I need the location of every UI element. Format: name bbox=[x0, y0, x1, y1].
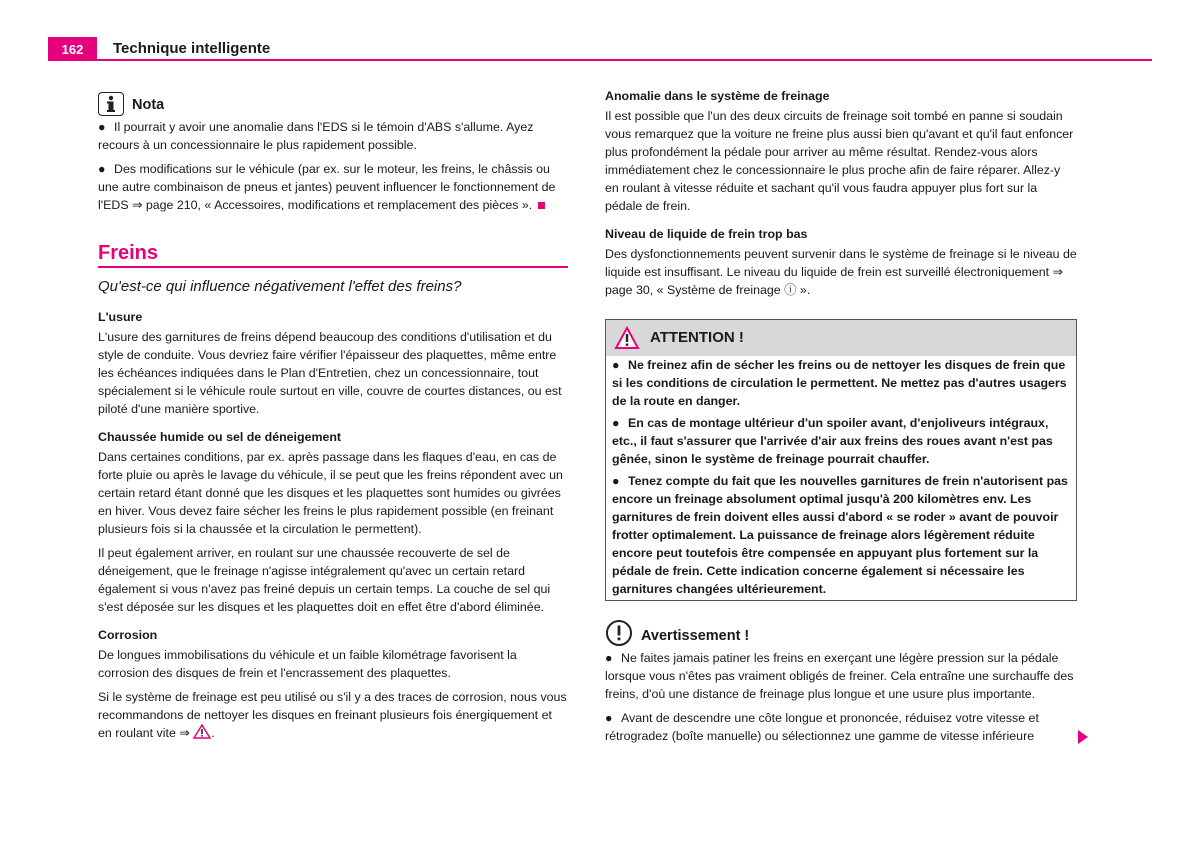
attention-body bbox=[606, 356, 1076, 598]
corrosion-text-1: De longues immobilisations du véhicule et un faible kilométrage favorisent la corrosion des disques de frein et l'encrassement des plaquettes. bbox=[98, 647, 517, 680]
avertissement-header bbox=[605, 619, 1077, 647]
page-number: 162 bbox=[48, 37, 97, 61]
chaussee-text-1: Dans certaines conditions, par ex. après passage dans les flaques d'eau, en cas de forte pluie ou après le lavage du véhicule, il se peut que les freins répondent avec un certain retard étant donné que les disques et les plaquettes sont humides ou givrées en hiver. Vous devez faire sécher les freins le plus rapidement possible (en freinant plusieurs fois si la chaussée et la circulation le permettent). bbox=[98, 449, 563, 536]
warning-triangle-icon bbox=[614, 326, 640, 350]
attention-box bbox=[605, 319, 1077, 601]
usure-text: L'usure des garnitures de freins dépend beaucoup des conditions d'utilisation et du style de conduite. Vous devriez faire vérifier l'épaisseur des plaquettes, même entre les échéances indiquées dans le Plan d'Entretien, chez un concessionnaire, tout spécialement si le véhicule roule surtout en ville, couvre de courtes distances, ou est piloté d'une manière sportive. bbox=[98, 329, 562, 416]
corrosion-heading: Corrosion bbox=[98, 627, 158, 642]
avertissement-bullet-2: ● Avant de descendre une côte longue et prononcée, réduisez votre vitesse et rétrogradez (boîte manuelle) ou sélectionnez une gamme de vitesse inférieure bbox=[605, 711, 1039, 743]
anomalie-text: Il est possible que l'un des deux circuits de freinage soit tombé en panne si soudain vous remarquez que la voiture ne freine plus aussi bien qu'avant et qu'il faut enfoncer plus profondément la pédale pour arriver au même résultat. Rendez-vous alors immédiatement chez le concessionnaire le plus proche afin de faire réparer. Allez-y en roulant à vitesse réduite et sachant qu'il vous faudra appuyer plus fort sur la pédale de frein. bbox=[605, 109, 1074, 213]
avertissement-title: Avertissement ! bbox=[641, 628, 750, 644]
section-title: Technique intelligente bbox=[113, 40, 271, 57]
attention-bullet-1: ● Ne freinez afin de sécher les freins ou de nettoyer les disques de frein que si les conditions de circulation le permettent. Ne mettez pas d'autres usagers de la route en danger. bbox=[612, 358, 1067, 408]
corrosion-text-2: Si le système de freinage est peu utilisé ou s'il y a des traces de corrosion, nous vous recommandons de nettoyer les disques en freinant plusieurs fois énergiquement et en roulant vite ⇒ . bbox=[98, 689, 567, 740]
right-column bbox=[605, 87, 1077, 751]
chaussee-heading: Chaussée humide ou sel de déneigement bbox=[98, 429, 342, 444]
end-marker bbox=[538, 202, 545, 209]
anomalie-heading: Anomalie dans le système de freinage bbox=[605, 89, 830, 103]
left-column bbox=[98, 92, 568, 748]
niveau-text: Des dysfonctionnements peuvent survenir dans le système de freinage si le niveau de liquide est insuffisant. Le niveau du liquide de frein est surveillé électroniquement ⇒ page 30, « Système de freinage ⓘ ». bbox=[605, 247, 1077, 297]
attention-bullet-2: ● En cas de montage ultérieur d'un spoiler avant, d'enjoliveurs intégraux, etc., il faut s'assurer que l'arrivée d'air aux freins des roues avant n'est pas gênée, sinon le système de freinage pourrait chauffer. bbox=[612, 416, 1053, 466]
next-page-arrow-icon[interactable] bbox=[1078, 730, 1088, 744]
usure-heading: L'usure bbox=[98, 309, 143, 324]
freins-question: Qu'est-ce qui influence négativement l'effet des freins? bbox=[98, 277, 462, 295]
nota-bullet-1: ● Il pourrait y avoir une anomalie dans l'EDS si le témoin d'ABS s'allume. Ayez recours à un concessionnaire le plus rapidement possible. bbox=[98, 120, 534, 152]
nota-bullet-2: ● Des modifications sur le véhicule (par ex. sur le moteur, les freins, le châssis ou une autre combinaison de pneus et jantes) peuvent influencer le fonctionnement de l'EDS ⇒ page 210, « Accessoires, modifications et remplacement des pièces ». bbox=[98, 162, 556, 212]
nota-header bbox=[98, 92, 568, 116]
info-icon bbox=[98, 92, 124, 116]
header-rule bbox=[48, 59, 1152, 61]
warning-triangle-icon[interactable] bbox=[193, 724, 211, 739]
nota-title: Nota bbox=[132, 97, 165, 113]
attention-header bbox=[606, 320, 1076, 356]
attention-title: ATTENTION ! bbox=[650, 329, 744, 346]
niveau-heading: Niveau de liquide de frein trop bas bbox=[605, 227, 808, 241]
exclamation-circle-icon bbox=[605, 619, 633, 647]
chaussee-text-2: Il peut également arriver, en roulant sur une chaussée recouverte de sel de déneigement, que le freinage n'agisse intégralement qu'avec un certain retard également si vous n'avez pas freiné depuis un certain temps. La couche de sel qui s'est déposée sur les disques et les plaquettes doit en effet être d'abord éliminée. bbox=[98, 545, 551, 614]
freins-heading: Freins bbox=[98, 242, 159, 264]
attention-bullet-3: ● Tenez compte du fait que les nouvelles garnitures de frein n'autorisent pas encore un freinage absolument optimal jusqu'à 200 kilomètres env. Les garnitures de frein doivent elles aussi d'abord « se roder » avant de pouvoir frotter optimalement. La puissance de freinage alors légèrement réduite encore peut toutefois être compensée en appuyant plus fortement sur la pédale de frein. Cette indication concerne également si nécessaire les garnitures changées ultérieurement. bbox=[612, 474, 1068, 596]
freins-rule bbox=[98, 266, 568, 268]
avertissement-bullet-1: ● Ne faites jamais patiner les freins en exerçant une légère pression sur la pédale lorsque vous n'êtes pas vraiment obligés de freiner. Cela entraîne une surchauffe des freins, d'où une distance de freinage plus longue et une usure plus importante. bbox=[605, 651, 1074, 701]
